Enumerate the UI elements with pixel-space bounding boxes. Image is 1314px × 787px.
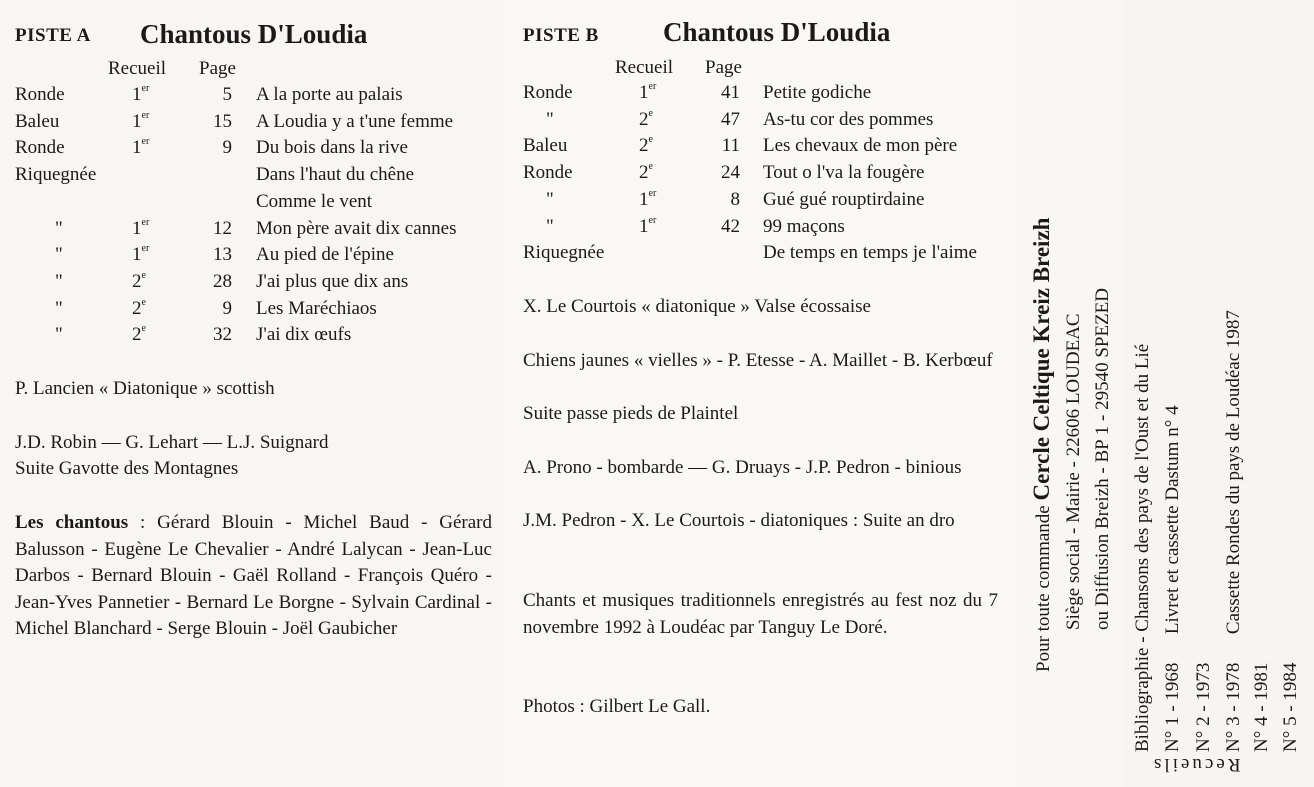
recueil-number: 1: [639, 215, 649, 237]
track-song: J'ai plus que dix ans: [256, 270, 409, 292]
track-recueil: [132, 218, 149, 240]
track-genre: ": [55, 297, 63, 319]
musician-line-1: P. Lancien « Diatonique » scottish: [15, 378, 275, 399]
track-page: 9: [222, 137, 232, 159]
recueil-number: 2: [639, 162, 649, 184]
track-genre: Ronde: [15, 137, 65, 159]
side-a-title: Chantous D'Loudia: [140, 19, 368, 49]
track-genre: Baleu: [15, 110, 60, 132]
track-row: [0, 164, 500, 190]
recueil-number: 1: [639, 188, 649, 210]
track-song: A Loudia y a t'une femme: [256, 110, 454, 132]
track-page: 11: [721, 135, 740, 157]
track-recueil: [132, 271, 146, 293]
track-row: [0, 271, 500, 297]
track-song: Tout o l'va la fougère: [763, 162, 925, 184]
track-genre: ": [546, 215, 554, 237]
musician-line-2: Chiens jaunes « vielles » - P. Etesse - A. Maillet - B. Kerbœuf: [523, 350, 993, 371]
track-page: 47: [721, 108, 740, 130]
track-recueil: [132, 324, 146, 346]
track-page: 41: [721, 82, 740, 103]
track-song: Du bois dans la rive: [256, 137, 408, 159]
track-recueil: [639, 82, 656, 104]
recording-note: Chants et musiques traditionnels enregistrés au fest noz du 7 novembre 1992 à Loudéac par Tanguy Le Doré.: [523, 590, 998, 638]
track-song: As-tu cor des pommes: [763, 108, 934, 130]
track-song: Les Maréchiaos: [256, 297, 377, 319]
track-page: 8: [730, 188, 740, 210]
recueil-number: 1: [132, 84, 142, 105]
recueil-ordinal: er: [648, 187, 657, 199]
col-recueil-header: Recueil: [108, 58, 167, 79]
track-recueil: [132, 137, 149, 159]
recueil-number: 2: [132, 270, 142, 292]
photo-credit: Photos : Gilbert Le Gall.: [523, 696, 711, 717]
track-row: [503, 189, 1003, 215]
track-row: [0, 111, 500, 137]
track-recueil: [639, 216, 656, 238]
musician-line-3: A. Prono - bombarde — G. Druays - J.P. Pedron - binious: [523, 457, 962, 478]
order-prefix: Pour toute commande: [1033, 500, 1054, 672]
track-recueil: [639, 189, 656, 211]
track-song: Gué gué rouptirdaine: [763, 188, 925, 210]
recueil-ordinal: e: [141, 296, 146, 308]
order-line-1: [1027, 218, 1058, 672]
bibliography-title: Bibliographie - Chansons des pays de l'Oust et du Lié: [1132, 343, 1153, 752]
col-page-header: Page: [705, 57, 742, 78]
track-page: 32: [213, 324, 232, 346]
track-page: 42: [721, 215, 740, 237]
biblio-entry-5: N° 5 - 1984: [1280, 662, 1301, 752]
track-row: [503, 216, 1003, 242]
track-row: [503, 242, 1003, 268]
track-genre: Riquegnée: [523, 242, 605, 264]
recueil-number: 2: [132, 297, 142, 319]
recueil-number: 2: [132, 324, 142, 346]
musician-line-2: J.D. Robin — G. Lehart — L.J. Suignard: [15, 432, 329, 453]
bibliography-spine: [1123, 0, 1314, 787]
track-recueil: [639, 135, 653, 157]
chantous-names: : Gérard Blouin - Michel Baud - Gérard Balusson - Eugène Le Chevalier - André Lalycan - Jean-Luc Darbos - Bernard Blouin - Gaël Rolland - François Quéro - Jean-Yves Pannetier - Bernard Le Borgne - Sylvain Cardinal - Michel Blanchard - Serge Blouin - Joël Gaubicher: [15, 512, 492, 639]
recueil-ordinal: er: [141, 83, 150, 94]
recueil-ordinal: er: [141, 216, 150, 228]
order-spine: [1019, 0, 1124, 787]
track-page: 12: [213, 217, 232, 239]
recueil-ordinal: e: [141, 269, 146, 281]
recueil-ordinal: er: [141, 109, 150, 121]
track-recueil: [639, 109, 653, 131]
track-row: [503, 162, 1003, 188]
track-song: Dans l'haut du chêne: [256, 164, 415, 186]
biblio-entry-4: N° 4 - 1981: [1251, 662, 1272, 752]
track-song: Au pied de l'épine: [256, 244, 394, 266]
recueil-ordinal: er: [648, 214, 657, 226]
track-song: Les chevaux de mon père: [763, 135, 958, 157]
track-genre: ": [55, 244, 63, 266]
track-page: 9: [222, 297, 232, 319]
side-b-title: Chantous D'Loudia: [663, 17, 891, 47]
track-recueil: [132, 84, 149, 106]
track-row: [503, 135, 1003, 161]
chantous-paragraph: [15, 510, 492, 643]
track-song: Comme le vent: [256, 190, 373, 212]
track-row: [0, 298, 500, 324]
recueils-label: Recueils: [1151, 754, 1241, 775]
track-row: [0, 218, 500, 244]
track-row: [0, 137, 500, 163]
recueil-ordinal: e: [648, 161, 653, 173]
track-song: De temps en temps je l'aime: [763, 242, 977, 264]
musician-line-1: X. Le Courtois « diatonique » Valse écossaise: [523, 296, 871, 317]
order-line-3: ou Diffusion Breizh - BP 1 - 29540 SPEZED: [1092, 288, 1113, 630]
track-row: [0, 244, 500, 270]
track-row: [503, 109, 1003, 135]
track-page: 28: [213, 270, 232, 292]
track-row: [0, 84, 500, 110]
recueil-ordinal: e: [648, 107, 653, 119]
track-genre: ": [546, 108, 554, 130]
side-a-panel: [0, 0, 504, 787]
track-row: [0, 191, 500, 217]
track-recueil: [132, 111, 149, 133]
chantous-label: Les chantous: [15, 512, 129, 533]
biblio-entry-1: N° 1 - 1968 Livret et cassette Dastum n° 4: [1162, 405, 1183, 752]
track-recueil: [639, 162, 653, 184]
track-genre: Riquegnée: [15, 164, 97, 186]
piste-a-label: PISTE A: [15, 25, 91, 46]
track-recueil: [132, 244, 149, 266]
recueil-ordinal: er: [141, 243, 150, 255]
track-genre: ": [55, 324, 63, 346]
track-recueil: [132, 298, 146, 320]
suite-line: Suite passe pieds de Plaintel: [523, 403, 739, 424]
recueil-number: 1: [132, 110, 142, 132]
track-song: J'ai dix œufs: [256, 324, 352, 346]
col-recueil-header: Recueil: [615, 57, 674, 78]
track-song: Mon père avait dix cannes: [256, 217, 457, 239]
recueil-number: 2: [639, 135, 649, 157]
track-song: 99 maçons: [763, 215, 845, 237]
piste-b-label: PISTE B: [523, 25, 599, 46]
biblio-entry-3: N° 3 - 1978 Cassette Rondes du pays de Loudéac 1987: [1223, 310, 1244, 752]
recueil-number: 1: [132, 137, 142, 159]
track-genre: ": [546, 188, 554, 210]
order-line-2: Siège social - Mairie - 22606 LOUDEAC: [1063, 313, 1084, 630]
organization-name: Cercle Celtique Kreiz Breizh: [1029, 217, 1054, 501]
track-genre: ": [55, 270, 63, 292]
track-song: A la porte au palais: [256, 84, 403, 105]
track-genre: Baleu: [523, 135, 568, 157]
side-b-panel: [503, 0, 1020, 787]
recueil-number: 2: [639, 108, 649, 130]
recueil-number: 1: [132, 217, 142, 239]
track-song: Petite godiche: [763, 82, 872, 103]
recueil-ordinal: e: [648, 134, 653, 146]
track-row: [0, 324, 500, 350]
recueil-number: 1: [639, 82, 649, 103]
recueil-ordinal: er: [648, 81, 657, 92]
track-page: 5: [222, 84, 232, 105]
track-genre: Ronde: [523, 162, 573, 184]
track-page: 13: [213, 244, 232, 266]
track-page: 24: [721, 162, 740, 184]
suite-line: Suite Gavotte des Montagnes: [15, 458, 239, 479]
track-genre: ": [55, 217, 63, 239]
biblio-entry-2: N° 2 - 1973: [1193, 662, 1214, 752]
recueil-ordinal: e: [141, 323, 146, 335]
track-genre: Ronde: [523, 82, 573, 103]
recueil-number: 1: [132, 244, 142, 266]
track-genre: Ronde: [15, 84, 65, 105]
track-page: 15: [213, 110, 232, 132]
col-page-header: Page: [199, 58, 236, 79]
track-row: [503, 82, 1003, 108]
recueil-ordinal: er: [141, 136, 150, 148]
musician-line-4: J.M. Pedron - X. Le Courtois - diatoniques : Suite an dro: [523, 510, 955, 531]
